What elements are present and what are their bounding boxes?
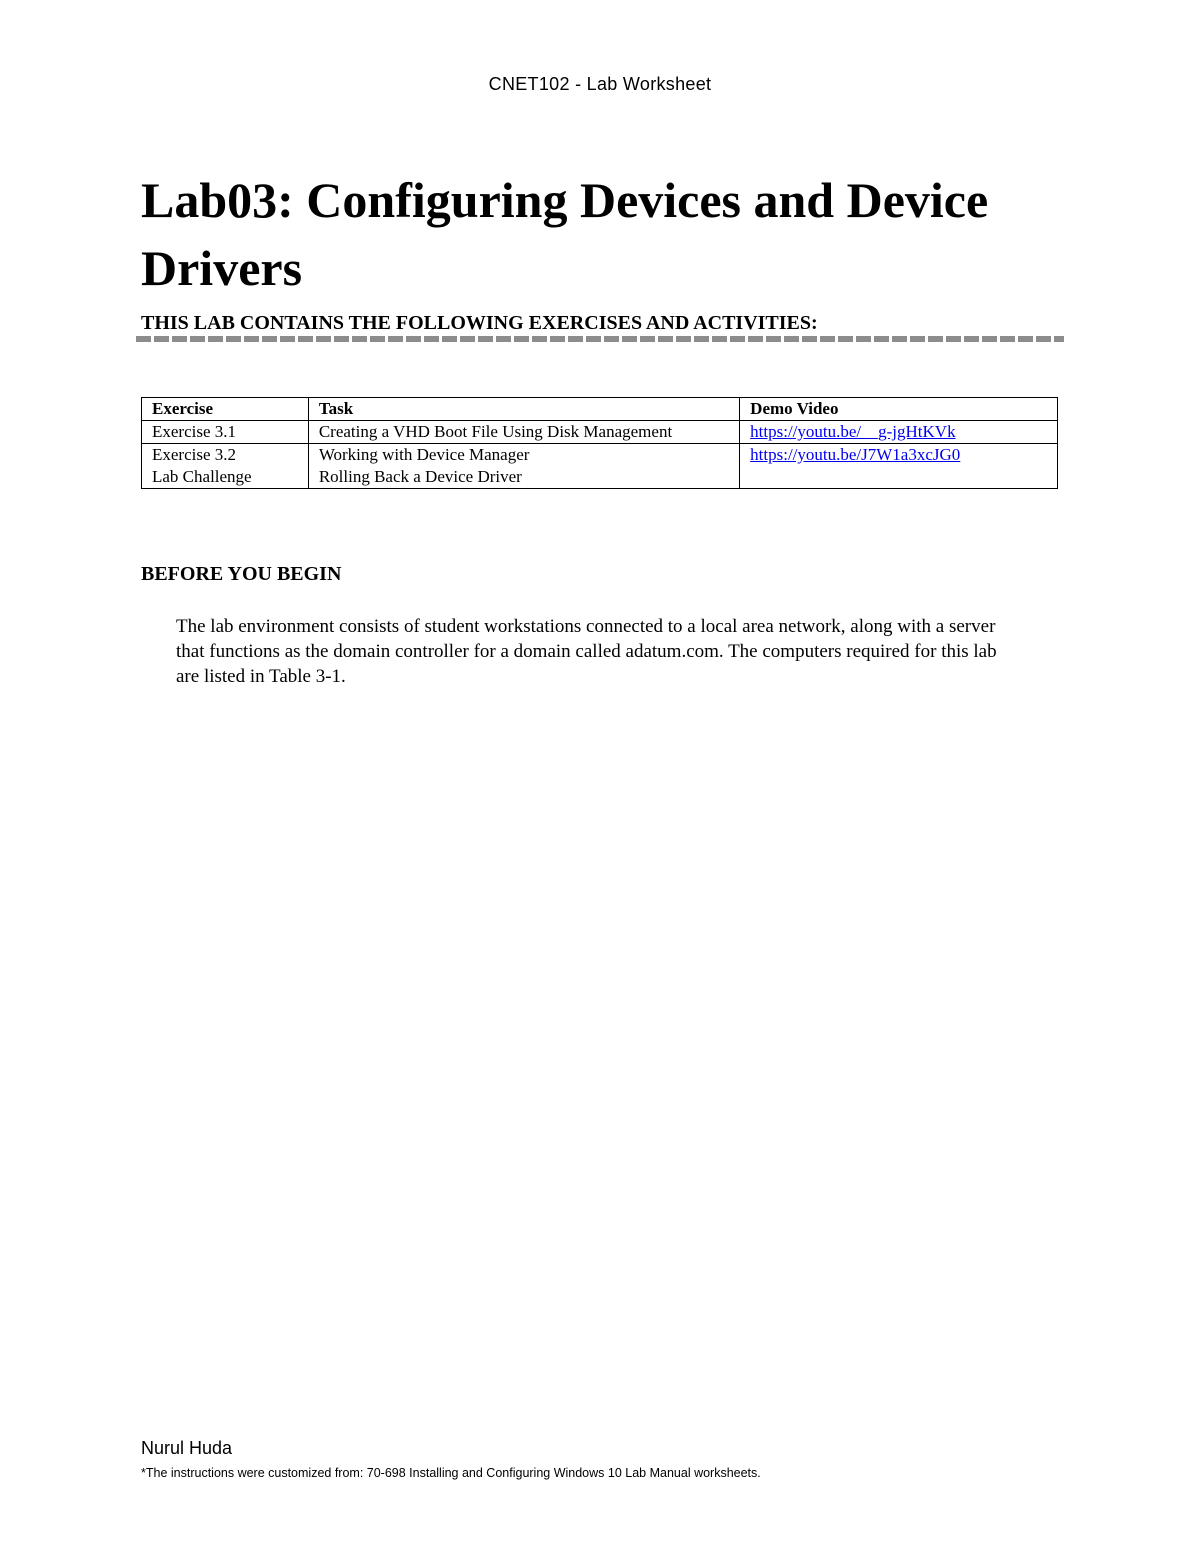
table-row	[142, 444, 1058, 489]
footer-note: *The instructions were customized from: 70-698 Installing and Configuring Windows 10 Lab Manual worksheets.	[141, 1466, 761, 1480]
dashed-divider	[136, 336, 1064, 342]
exercise-label: Exercise 3.2	[152, 445, 237, 464]
table-header-row	[142, 398, 1058, 421]
task-label: Creating a VHD Boot File Using Disk Management	[318, 422, 673, 441]
task-label: Rolling Back a Device Driver	[318, 467, 522, 486]
column-header-demo-video: Demo Video	[740, 398, 1058, 421]
footer-author: Nurul Huda	[141, 1438, 233, 1458]
column-header-exercise: Exercise	[142, 398, 309, 421]
exercise-cell	[142, 421, 309, 444]
task-label: Working with Device Manager	[318, 445, 530, 464]
before-you-begin-heading: BEFORE YOU BEGIN	[141, 563, 342, 585]
task-cell	[308, 444, 739, 489]
demo-video-link[interactable]: https://youtu.be/J7W1a3xcJG0	[750, 445, 961, 464]
lab-environment-paragraph: The lab environment consists of student workstations connected to a local area network, along with a server that functions as the domain controller for a domain called adatum.com. The computers required for this lab are listed in Table 3-1.	[176, 616, 997, 687]
exercise-cell	[142, 444, 309, 489]
video-cell	[740, 444, 1058, 489]
exercise-table	[141, 397, 1058, 489]
lab-title: Lab03: Configuring Devices and Device Drivers	[141, 172, 989, 296]
exercise-label: Lab Challenge	[152, 467, 252, 486]
table-row	[142, 421, 1058, 444]
exercise-label: Exercise 3.1	[152, 422, 237, 441]
demo-video-link[interactable]: https://youtu.be/__g-jgHtKVk	[750, 422, 956, 441]
task-cell	[308, 421, 739, 444]
lab-contents-heading: THIS LAB CONTAINS THE FOLLOWING EXERCISES AND ACTIVITIES:	[141, 312, 818, 334]
column-header-task: Task	[308, 398, 739, 421]
video-cell	[740, 421, 1058, 444]
page-header: CNET102 - Lab Worksheet	[488, 74, 712, 94]
